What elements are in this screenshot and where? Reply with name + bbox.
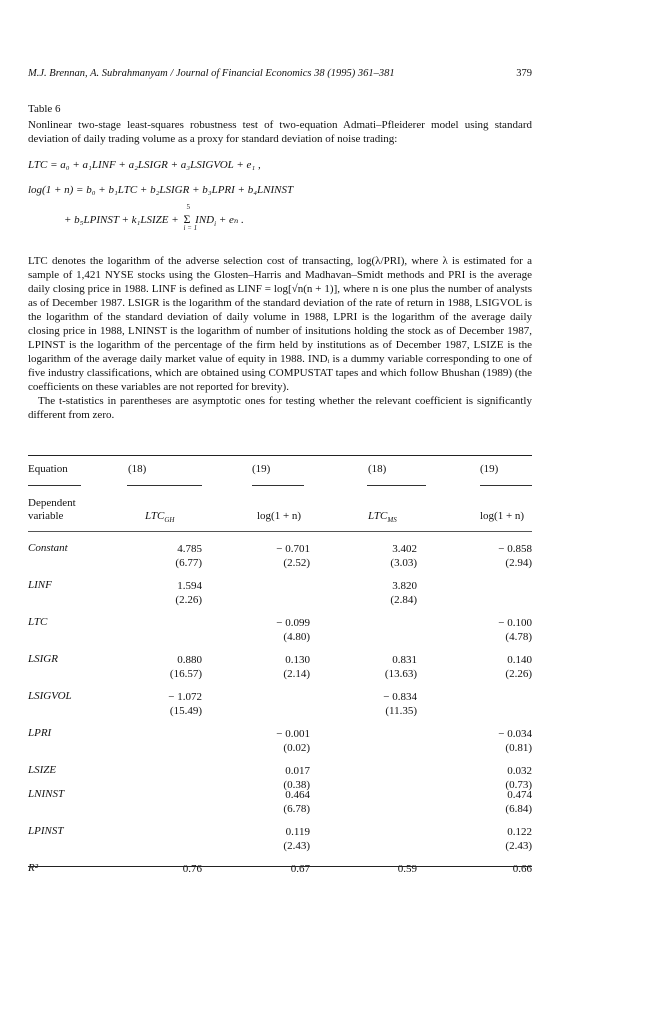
running-title: M.J. Brennan, A. Subrahmanyam / Journal of Financial Economics 38 (1995) 361–381 (28, 68, 395, 79)
header-bottom-rule (28, 531, 532, 532)
equation-1: LTC = a₀ + a₁LINF + a₂LSIGR + a₃LSIGVOL + e₁ , (28, 159, 261, 171)
table-cell (513, 862, 532, 876)
coefficient-value: − 0.100 (498, 617, 532, 629)
coefficient-value: 3.820 (392, 580, 417, 592)
equation-2: log(1 + n) = b₀ + b₁LTC + b₂LSIGR + b₃LPRI + b₄LNINST (28, 184, 294, 196)
underline-col-2 (252, 485, 304, 486)
sum-symbol: Σ (183, 212, 191, 226)
coefficient-value: 0.880 (177, 654, 202, 666)
coefficient-value: 0.76 (182, 863, 202, 875)
t-statistic: (2.43) (505, 840, 532, 852)
t-statistic: (6.84) (505, 803, 532, 815)
table-cell (505, 653, 532, 681)
table-cell (390, 542, 417, 570)
equation-3-tail: + eₙ . (216, 214, 244, 226)
table-cell (505, 825, 532, 853)
coefficient-value: 0.59 (397, 863, 417, 875)
coefficient-value: − 0.001 (276, 728, 310, 740)
coefficient-value: 0.464 (285, 789, 310, 801)
sum-upper-limit: 5 (186, 203, 190, 211)
table-cell (276, 542, 310, 570)
table-top-rule (28, 455, 532, 456)
t-statistic: (6.77) (175, 557, 202, 569)
equation-3-sub: i (214, 220, 217, 229)
table-cell (398, 862, 417, 876)
coefficient-value: − 0.858 (498, 543, 532, 555)
table-cell (168, 690, 202, 718)
table-cell (183, 862, 202, 876)
dep-var-3 (368, 510, 397, 524)
table-cell (498, 616, 532, 644)
t-statistic: (2.52) (283, 557, 310, 569)
running-head (28, 68, 532, 79)
table-cell (505, 788, 532, 816)
coefficient-value: 3.402 (392, 543, 417, 555)
dep-var-2: log(1 + n) (257, 510, 302, 522)
coefficient-value: 0.119 (285, 826, 310, 838)
row-label: LPINST (28, 825, 64, 837)
table-cell (283, 825, 310, 853)
coefficient-value: − 0.034 (498, 728, 532, 740)
coefficient-value: 0.130 (285, 654, 310, 666)
row-label: LPRI (28, 727, 52, 739)
summation-sign (183, 203, 198, 232)
t-statistic: (13.63) (384, 668, 417, 680)
dependent-label (28, 497, 128, 523)
equation-2-continued (64, 203, 244, 232)
dependent-label-line-2: variable (28, 510, 64, 522)
row-label: LINF (28, 579, 52, 591)
underline-col-4 (480, 485, 532, 486)
description-paragraph: LTC denotes the logarithm of the adverse selection cost of transacting, log(λ/PRI), where λ is estimated for a sample of 1,421 NYSE stocks using the Glosten–Harris and Madhavan–Smidt methods and PRI is the average daily closing price in 1988. LINF is defined as LINF = log[√n(n + 1)], where n is one plus the number of analysts as of December 1987. LSIGR is the logarithm of the standard deviation of the rate of return in 1988, LSIGVOL is the logarithm of the standard deviation of daily volume in 1988, LPRI is the logarithm of the average daily closing price in 1988, LNINST is the logarithm of number of insitutions holding the stock as of December 1987, LPINST is the logarithm of the percentage of the firm held by institutions as of December 1987, LSIZE is the logarithm of the average daily market value of equity in 1988. INDᵢ is a dummy variable corresponding to one of five industry classifications, which are obtained using COMPUSTAT tapes and which follow Bhushan (1989) (the coefficients on these variables are not reported for brevity). (28, 255, 532, 393)
table-label: Table 6 (28, 103, 61, 115)
coefficient-value: 0.140 (507, 654, 532, 666)
t-statistic: (2.43) (283, 840, 310, 852)
dep-var-1-text: LTC (145, 510, 165, 522)
coefficient-value: 0.017 (285, 765, 310, 777)
page-number: 379 (516, 68, 532, 79)
table-cell (175, 542, 202, 570)
col-header-4: (19) (480, 463, 499, 475)
t-statistic: (11.35) (385, 705, 417, 717)
coefficient-value: 1.594 (177, 580, 202, 592)
t-statistic: (2.26) (505, 668, 532, 680)
t-statistic-note: The t-statistics in parentheses are asymptotic ones for testing whether the relevant coefficient is significantly different from zero. (28, 395, 532, 421)
coefficient-value: − 0.099 (276, 617, 310, 629)
coefficient-value: 0.66 (512, 863, 532, 875)
underline-col-1 (127, 485, 202, 486)
row-label: R² (28, 862, 39, 874)
t-statistic: (2.26) (175, 594, 202, 606)
coefficient-value: 0.122 (507, 826, 532, 838)
t-statistic: (15.49) (169, 705, 202, 717)
coefficient-value: 0.831 (392, 654, 417, 666)
row-label: LTC (28, 616, 48, 628)
row-label: LSIGVOL (28, 690, 72, 702)
table-cell (283, 653, 310, 681)
table-cell (498, 542, 532, 570)
equation-header: Equation (28, 463, 68, 475)
dep-var-1 (145, 510, 174, 524)
table-cell (390, 579, 417, 607)
t-statistic: (0.73) (505, 779, 532, 791)
table-caption: Nonlinear two-stage least-squares robustness test of two-equation Admati–Pfleiderer model using standard deviation of daily trading volume as a proxy for standard deviation of noise trading: (28, 119, 532, 145)
t-statistic: (6.78) (283, 803, 310, 815)
table-cell (498, 727, 532, 755)
row-label: LNINST (28, 788, 65, 800)
sum-lower-limit: i = 1 (183, 224, 198, 232)
table-cell (383, 690, 417, 718)
coefficient-value: − 0.834 (383, 691, 417, 703)
table-cell (175, 579, 202, 607)
table-description (28, 254, 532, 422)
equation-3-pre: + b₅LPINST + k₁LSIZE + (64, 214, 179, 226)
col-header-3: (18) (368, 463, 387, 475)
table-cell (291, 862, 310, 876)
underline-label (28, 485, 81, 486)
coefficient-value: 0.032 (507, 765, 532, 777)
t-statistic: (0.38) (283, 779, 310, 791)
t-statistic: (2.94) (505, 557, 532, 569)
t-statistic: (4.80) (283, 631, 310, 643)
table-cell (385, 653, 417, 681)
table-bottom-rule (28, 866, 532, 867)
table-cell (170, 653, 202, 681)
row-label: LSIGR (28, 653, 58, 665)
t-statistic: (16.57) (169, 668, 202, 680)
t-statistic: (4.78) (505, 631, 532, 643)
dep-var-1-sub: GH (164, 516, 175, 525)
coefficient-value: − 1.072 (168, 691, 202, 703)
table-cell (283, 788, 310, 816)
table-cell (276, 616, 310, 644)
coefficient-value: 0.474 (507, 789, 532, 801)
row-label: Constant (28, 542, 68, 554)
dep-var-4: log(1 + n) (480, 510, 525, 522)
t-statistic: (2.14) (283, 668, 310, 680)
coefficient-value: 4.785 (177, 543, 202, 555)
t-statistic: (0.81) (505, 742, 532, 754)
coefficient-value: − 0.701 (276, 543, 310, 555)
t-statistic: (0.02) (283, 742, 310, 754)
dependent-label-line-1: Dependent (28, 497, 76, 509)
col-header-2: (19) (252, 463, 271, 475)
table-cell (276, 727, 310, 755)
col-header-1: (18) (128, 463, 147, 475)
t-statistic: (3.03) (390, 557, 417, 569)
dep-var-3-sub: MS (387, 516, 397, 525)
row-label: LSIZE (28, 764, 57, 776)
equation-3-post: IND (195, 214, 215, 226)
underline-col-3 (367, 485, 426, 486)
header-row (28, 463, 532, 479)
dep-var-3-text: LTC (368, 510, 388, 522)
t-statistic: (2.84) (390, 594, 417, 606)
coefficient-value: 0.67 (290, 863, 310, 875)
